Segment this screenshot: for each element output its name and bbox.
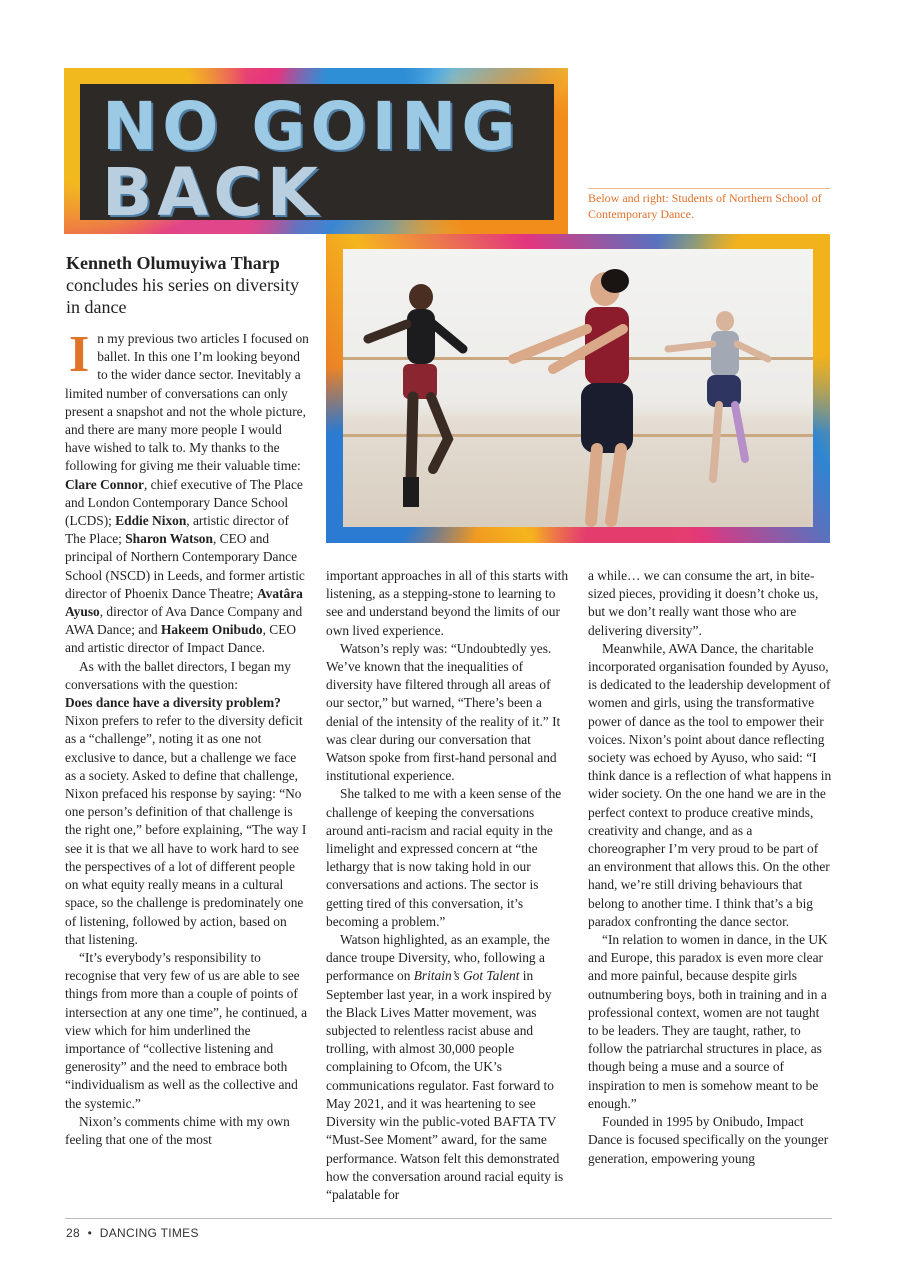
text-run: in September last year, in a work inspired by the Black Lives Matter movement, was subjected to relentless racist abuse and trolling, with almost 30,000 people complaining to Ofcom, the UK’s communications regulator. Fast forward to May 2021, and it was heartening to see Diversity win the public-voted BAFTA TV “Must-See Moment” award, for the same performance. Watson felt this demonstrated how the conversation around racial equity is “palatable for [326,968,564,1202]
text-run: , CEO and principal of Northern Contemporary Dance School (NSCD) in Leeds, and former artistic director of Phoenix Dance Theatre; [65,531,305,601]
paragraph [326,931,570,1204]
paragraph [65,326,309,658]
paragraph: important approaches in all of this starts with listening, as a stepping-stone to learning to see and understand beyond the limits of our own lived experience. [326,568,569,638]
paragraph: Founded in 1995 by Onibudo, Impact Dance is focused specifically on the younger generation, empowering young [588,1114,829,1166]
name-bold: Sharon Watson [125,531,213,547]
name-bold: Hakeem Onibudo [160,622,263,638]
byline [66,252,316,318]
text-run: As with the ballet directors, I began my conversations with the question: [65,658,291,692]
paragraph: “In relation to women in dance, in the UK and Europe, this paradox is even more clear and more painful, because despite girls outnumbering boys, both in training and in a professional context, women are not taught to be leaders. They are taught, rather, to follow the patriarchal structures in place, as though being a muse and a source of inspiration to men is somehow meant to be enough.” [588,932,828,1111]
name-bold: Avatâra Ayuso [65,585,303,620]
paragraph: Watson’s reply was: “Undoubtedly yes. We’ve known that the inequalities of diversity have filtered through all areas of our sector,” but warned, “There’s been a denial of the intensity of the reality of it.” It was clear during our conversation that Watson spoke from first-hand personal and institutional experience. [326,640,561,784]
title-panel [80,84,554,231]
text-run: Watson highlighted, as an example, the dance troupe Diversity, who, following a performance on [326,932,550,984]
dancer-right [663,309,773,489]
text-run: n my previous two articles I focused on ballet. In this one I’m looking beyond to the wider dance sector. Inevitably a limited number of conversations can only present a snapshot and not the whole picture, and there are many more people I would have wished to talk to. My thanks to the following for giving me their valuable time: [65,331,309,474]
title-line-1: NO GOING [102,88,521,165]
dancer-left [363,279,473,524]
name-bold: Eddie Nixon [115,513,187,529]
show-title-italic: Britain’s Got Talent [413,968,520,984]
text-run: , director of Ava Dance Company and AWA Dance; and [65,604,303,638]
author-name: Kenneth Olumuyiwa Tharp [66,253,280,273]
drop-cap: I [69,326,90,383]
text-run: , chief executive of The Place and London Contemporary Dance School (LCDS); [65,476,303,529]
title-line-2: BACK [102,154,323,231]
photo-frame [326,234,830,543]
paragraph: Meanwhile, AWA Dance, the charitable incorporated organisation founded by Ayuso, is dedicated to the leadership development of women and girls, using the transformative power of dance as the tool to empower their voices. Nixon’s point about dance reflecting society was echoed by Ayuso, who said: “I think dance is a reflection of what happens in wider society. On the one hand we are in the perfect context to produce creative minds, creativity and change, and as a choreographer I’m very proud to be part of an environment that allows this. On the other hand, we’re still driving behaviours that belong to another time. I think that’s a big paradox confronting the dance sector. [588,640,832,929]
text-run: , artistic director of The Place; [65,513,289,547]
text-run: Nixon prefers to refer to the diversity deficit as a “challenge”, noting it as one not exclusive to dance, but a challenge we face as a society. Asked to define that challenge, Nixon prefaced his response by saying: “No one person’s definition of that challenge is the right one,” before explaining, “The way I see it is that we all have to work hard to see the perspectives of a lot of different people on what equity really means in a cultural space, so the challenge is predominately one of listening, followed by action, based on that listening. [65,713,307,947]
footer-bullet: • [87,1226,93,1240]
column-3 [588,567,832,1168]
name-bold: Clare Connor [65,476,144,492]
paragraph: a while… we can consume the art, in bite-sized pieces, providing it doesn’t choke us, but we don’t really want those who are delivering diversity”. [588,568,819,638]
magazine-name: DANCING TIMES [99,1226,199,1240]
text-run: , CEO and artistic director of Impact Dance. [65,622,297,656]
paragraph [65,658,309,949]
footer-rule [65,1218,832,1219]
photo-caption: Below and right: Students of Northern School of Contemporary Dance. [588,188,830,222]
paragraph: Nixon’s comments chime with my own feeling that one of the most [65,1113,290,1147]
column-2 [326,567,570,1204]
paragraph: “It’s everybody’s responsibility to recognise that very few of us are able to see things from more than a couple of points of intersection at any one time”, he continued, a view which for him underlined the importance of “collective listening and generosity” and the need to embrace both “individualism as well as the collective and the systemic.” [65,949,308,1111]
question-bold: Does dance have a diversity problem? [65,695,281,711]
page-footer [66,1226,199,1240]
page-number: 28 [66,1226,80,1240]
byline-text: concludes his series on diversity in dance [66,275,299,317]
column-1 [65,326,309,1149]
dance-photo [343,249,813,527]
title-banner [64,68,568,234]
paragraph: She talked to me with a keen sense of the challenge of keeping the conversations around anti-racism and racial equity in the limelight and expressed concern at “the lethargy that is now taking hold in our conversations and actions. The sector is getting tired of this conversation, it’s becoming a problem.” [326,786,562,929]
dancer-center [493,259,663,527]
